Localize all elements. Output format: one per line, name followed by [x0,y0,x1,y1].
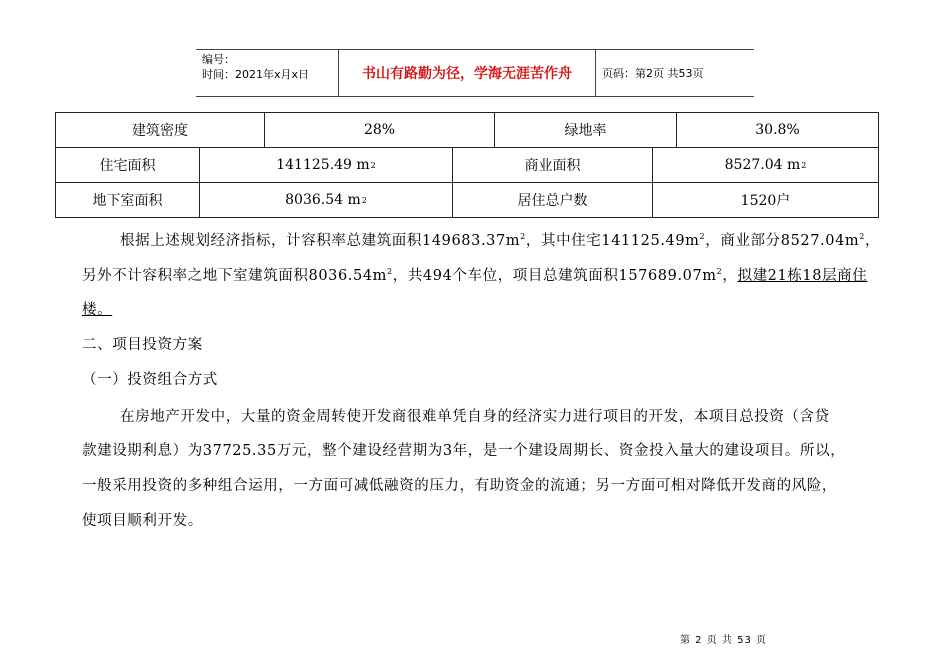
table-cell: 商业面积 [452,147,653,183]
table-cell: 8036.54 m 2 [199,182,453,218]
table-cell: 住宅面积 [55,147,200,183]
paragraph-2-line-2: 款建设期利息）为37725.35万元，整个建设经营期为3年，是一个建设周期长、资金投入量大的建设项目。所以， [82,443,846,459]
table-cell: 1520户 [652,182,879,218]
table-cell: 30.8% [676,112,879,148]
table-cell: 地下室面积 [55,182,200,218]
header-date-label: 时间：2021年x月x日 [202,68,310,81]
paragraph-1-line-2: 另外不计容积率之地下室建筑面积$8036.54m^2$，共494个车位，项目总建筑面积$157689.07m^2$，拟建21栋18层商住 [82,267,868,284]
header-slogan: 书山有路勤为径，学海无涯苦作舟 [339,50,596,96]
paragraph-2-line-3: 一般采用投资的多种组合运用，一方面可减低融资的压力，有助资金的流通；另一方面可相对降低开发商的风险， [82,478,837,494]
header-number-label: 编号： [202,53,235,66]
paragraph-2-line-4: 使项目顺利开发。 [82,513,203,529]
paragraph-2-line-1: 在房地产开发中，大量的资金周转使开发商很难单凭自身的经济实力进行项目的开发，本项目总投资（含贷 [120,409,830,425]
section-heading: 二、项目投资方案 [82,337,203,353]
table-cell: 建筑密度 [55,112,265,148]
table-cell: 居住总户数 [452,182,653,218]
page-header [196,49,754,97]
table-cell: 28% [264,112,495,148]
subsection-heading: （一）投资组合方式 [82,372,218,388]
page-footer: 第 2 页 共 53 页 [680,635,767,646]
table-cell: 141125.49 m 2 [199,147,453,183]
paragraph-1-line-3: 楼。 [82,302,113,318]
header-page-label: 页码：第2页 共53页 [602,67,704,80]
planning-indicators-table [55,112,879,218]
header-meta [196,50,339,96]
paragraph-1-line-1: 根据上述规划经济指标，计容积率总建筑面积$149683.37m^2$，其中住宅$141125.49m^2$，商业部分$8527.04m^2$， [120,232,881,249]
table-cell: 绿地率 [494,112,677,148]
table-cell: 8527.04 m 2 [652,147,879,183]
